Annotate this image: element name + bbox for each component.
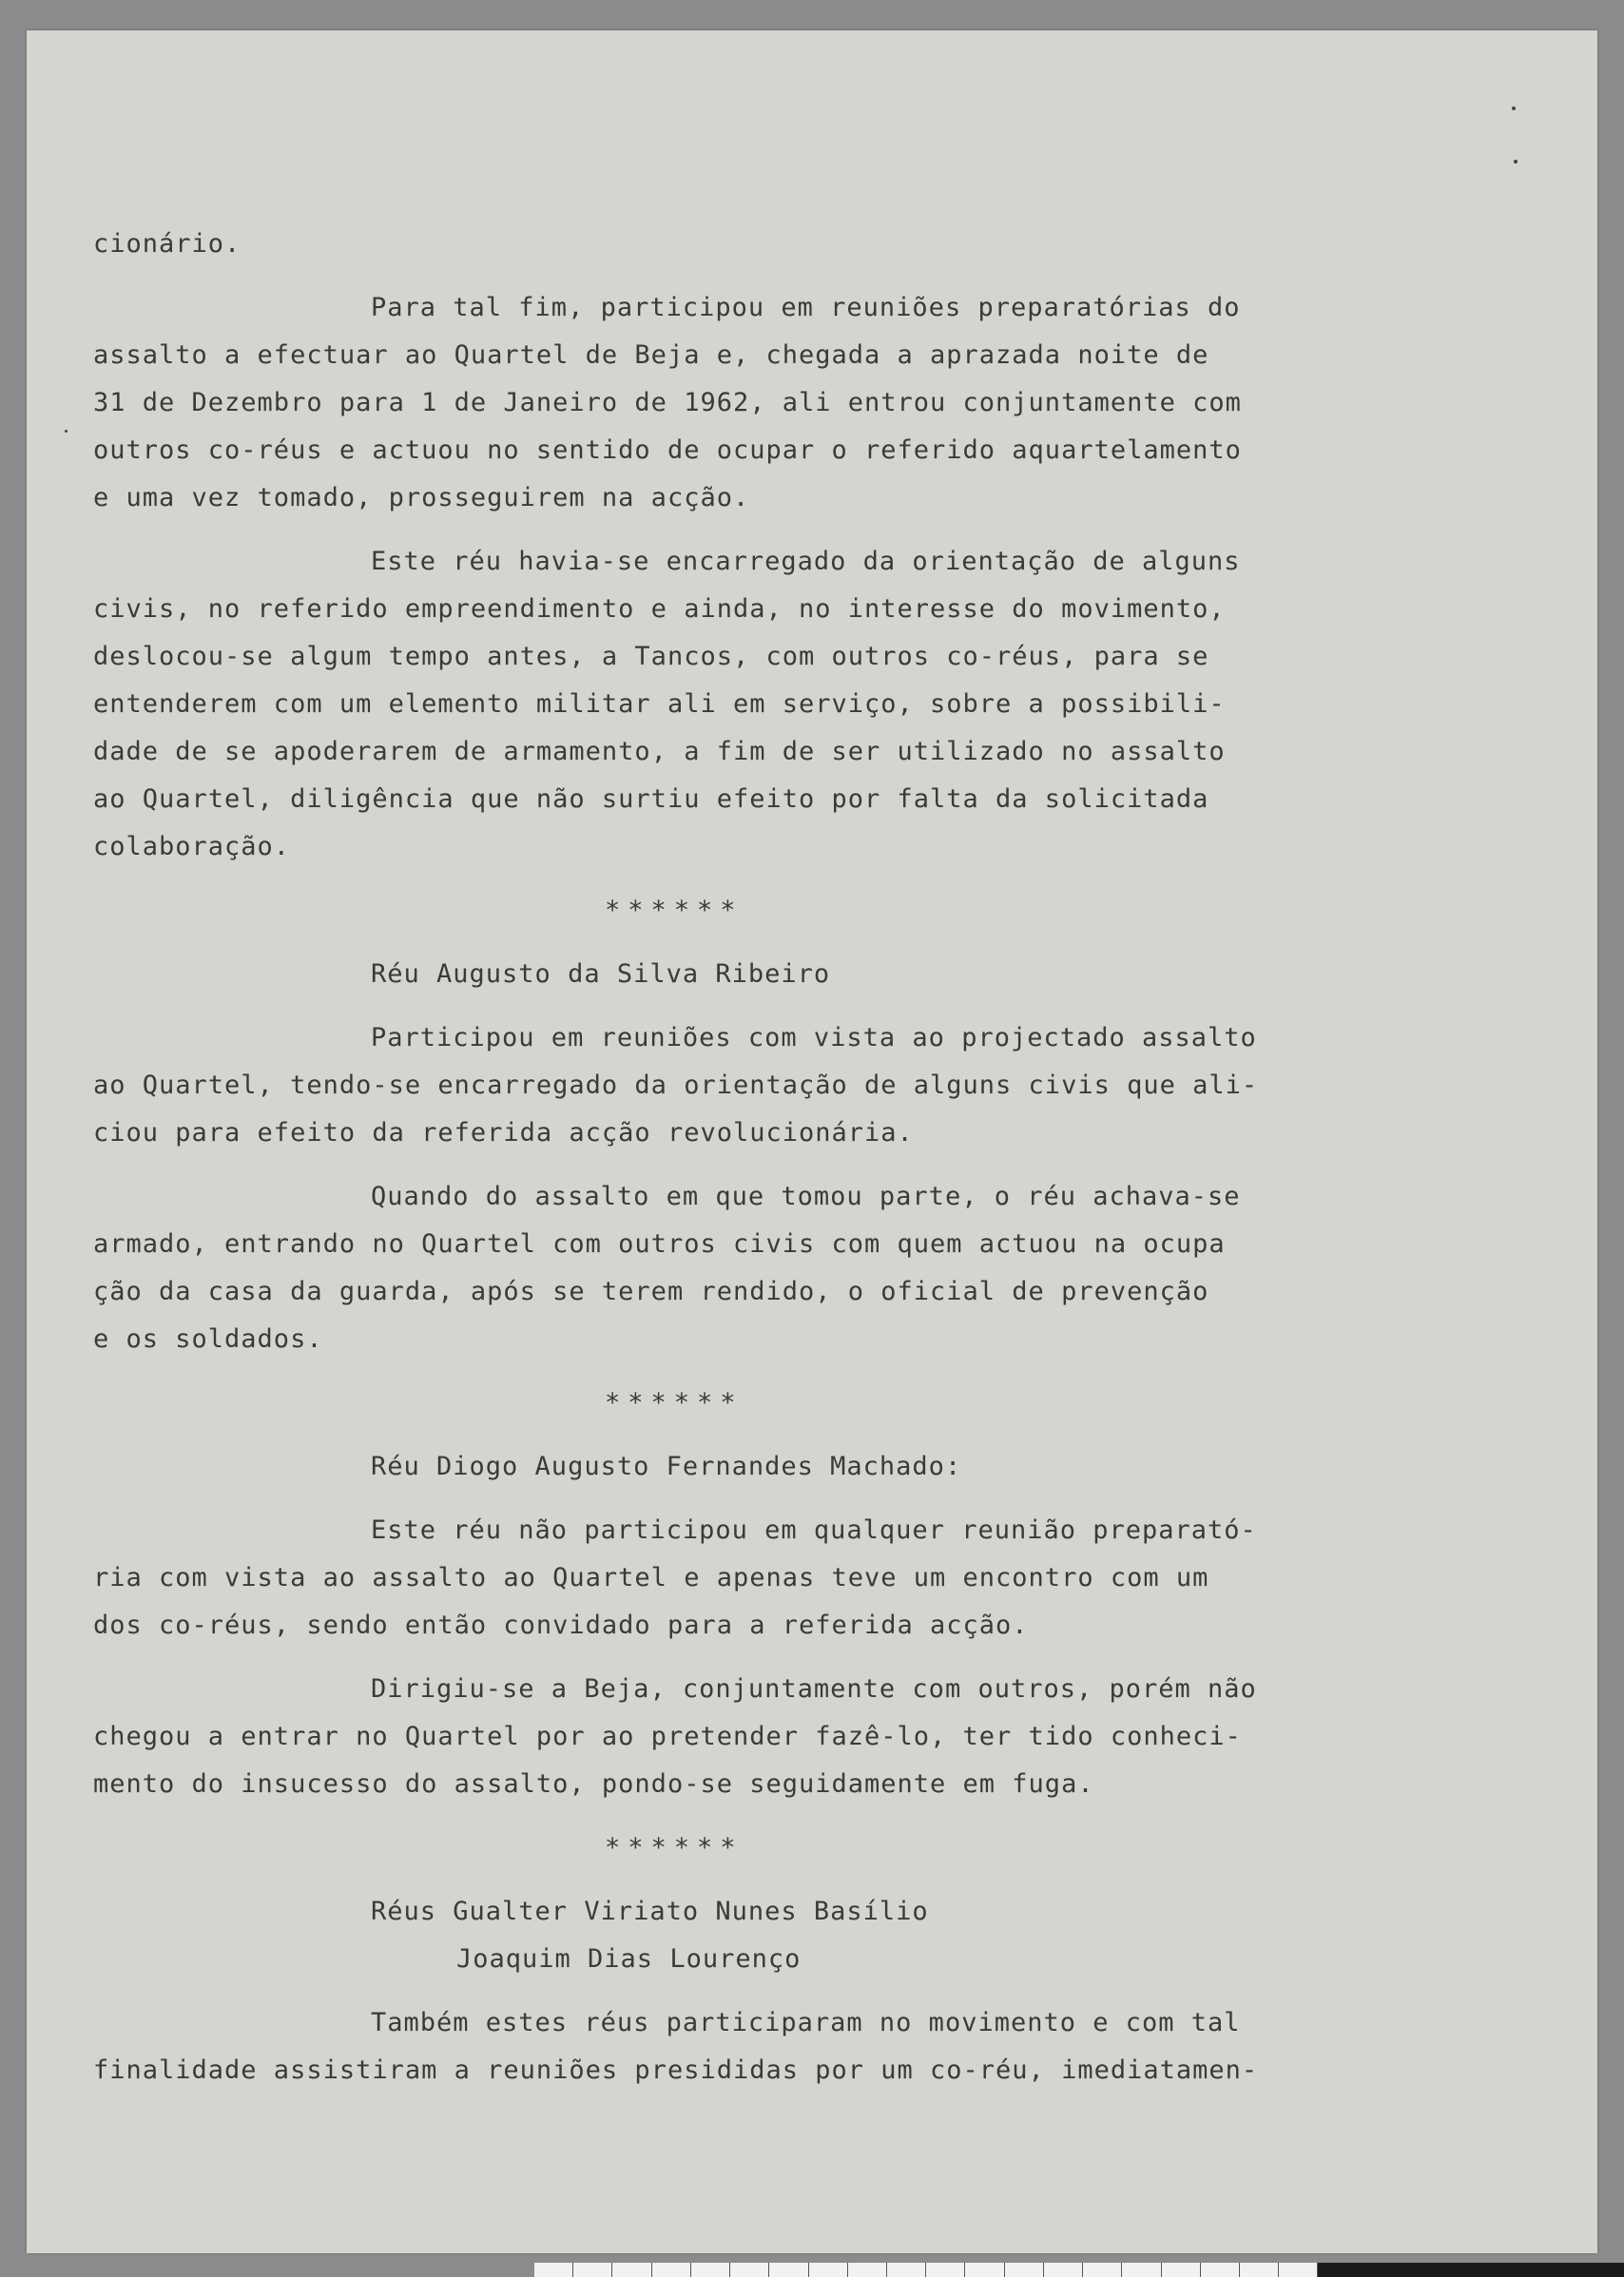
typed-text-body [93, 221, 1358, 2094]
text-line: assalto a efectuar ao Quartel de Beja e, chegada a aprazada noite de [93, 340, 1209, 370]
text-line: dos co-réus, sendo então convidado para a referida acção. [93, 1611, 1029, 1640]
scale-ruler [534, 2263, 1624, 2277]
text-line: Réu Augusto da Silva Ribeiro [371, 959, 831, 989]
text-line: Para tal fim, participou em reuniões preparatórias do [371, 293, 1241, 322]
section-separator: ****** [605, 896, 744, 925]
text-line: civis, no referido empreendimento e ainda, no interesse do movimento, [93, 594, 1226, 624]
document-page [27, 30, 1597, 2253]
text-line: Joaquim Dias Lourenço [456, 1944, 802, 1974]
text-line: entenderem com um elemento militar ali em serviço, sobre a possibili- [93, 689, 1226, 719]
paper-speck [1512, 106, 1516, 110]
paper-speck [1514, 160, 1518, 164]
text-line: Dirigiu-se a Beja, conjuntamente com outros, porém não [371, 1674, 1257, 1704]
text-line: ção da casa da guarda, após se terem rendido, o oficial de prevenção [93, 1277, 1209, 1306]
text-line: Réu Diogo Augusto Fernandes Machado: [371, 1452, 962, 1481]
text-line: deslocou-se algum tempo antes, a Tancos, com outros co-réus, para se [93, 642, 1209, 671]
text-line: Réus Gualter Viriato Nunes Basílio [371, 1897, 929, 1926]
text-line: ao Quartel, tendo-se encarregado da orientação de alguns civis que ali- [93, 1071, 1259, 1100]
text-line: mento do insucesso do assalto, pondo-se seguidamente em fuga. [93, 1769, 1094, 1799]
text-line: chegou a entrar no Quartel por ao pretender fazê-lo, ter tido conheci- [93, 1722, 1242, 1751]
text-line: ria com vista ao assalto ao Quartel e apenas teve um encontro com um [93, 1563, 1209, 1592]
text-line: 31 de Dezembro para 1 de Janeiro de 1962, ali entrou conjuntamente com [93, 388, 1242, 417]
text-line: armado, entrando no Quartel com outros civis com quem actuou na ocupa [93, 1229, 1226, 1259]
text-line: Este réu não participou em qualquer reunião preparató- [371, 1515, 1257, 1545]
text-line: outros co-réus e actuou no sentido de ocupar o referido aquartelamento [93, 435, 1242, 465]
paper-speck [65, 430, 68, 433]
section-separator: ****** [605, 1833, 744, 1862]
text-line: colaboração. [93, 832, 291, 861]
text-line: e os soldados. [93, 1324, 323, 1354]
text-line: Quando do assalto em que tomou parte, o réu achava-se [371, 1182, 1241, 1211]
text-line: ao Quartel, diligência que não surtiu efeito por falta da solicitada [93, 784, 1209, 814]
text-line: Participou em reuniões com vista ao projectado assalto [371, 1023, 1257, 1052]
text-line: ciou para efeito da referida acção revolucionária. [93, 1118, 914, 1148]
text-line: finalidade assistiram a reuniões presididas por um co-réu, imediatamen- [93, 2055, 1259, 2085]
text-line: e uma vez tomado, prosseguirem na acção. [93, 483, 750, 512]
text-line: Este réu havia-se encarregado da orientação de alguns [371, 547, 1241, 576]
text-line: Também estes réus participaram no movimento e com tal [371, 2008, 1241, 2037]
section-separator: ****** [605, 1388, 744, 1418]
text-line: cionário. [93, 229, 242, 259]
text-line: dade de se apoderarem de armamento, a fim de ser utilizado no assalto [93, 737, 1226, 766]
